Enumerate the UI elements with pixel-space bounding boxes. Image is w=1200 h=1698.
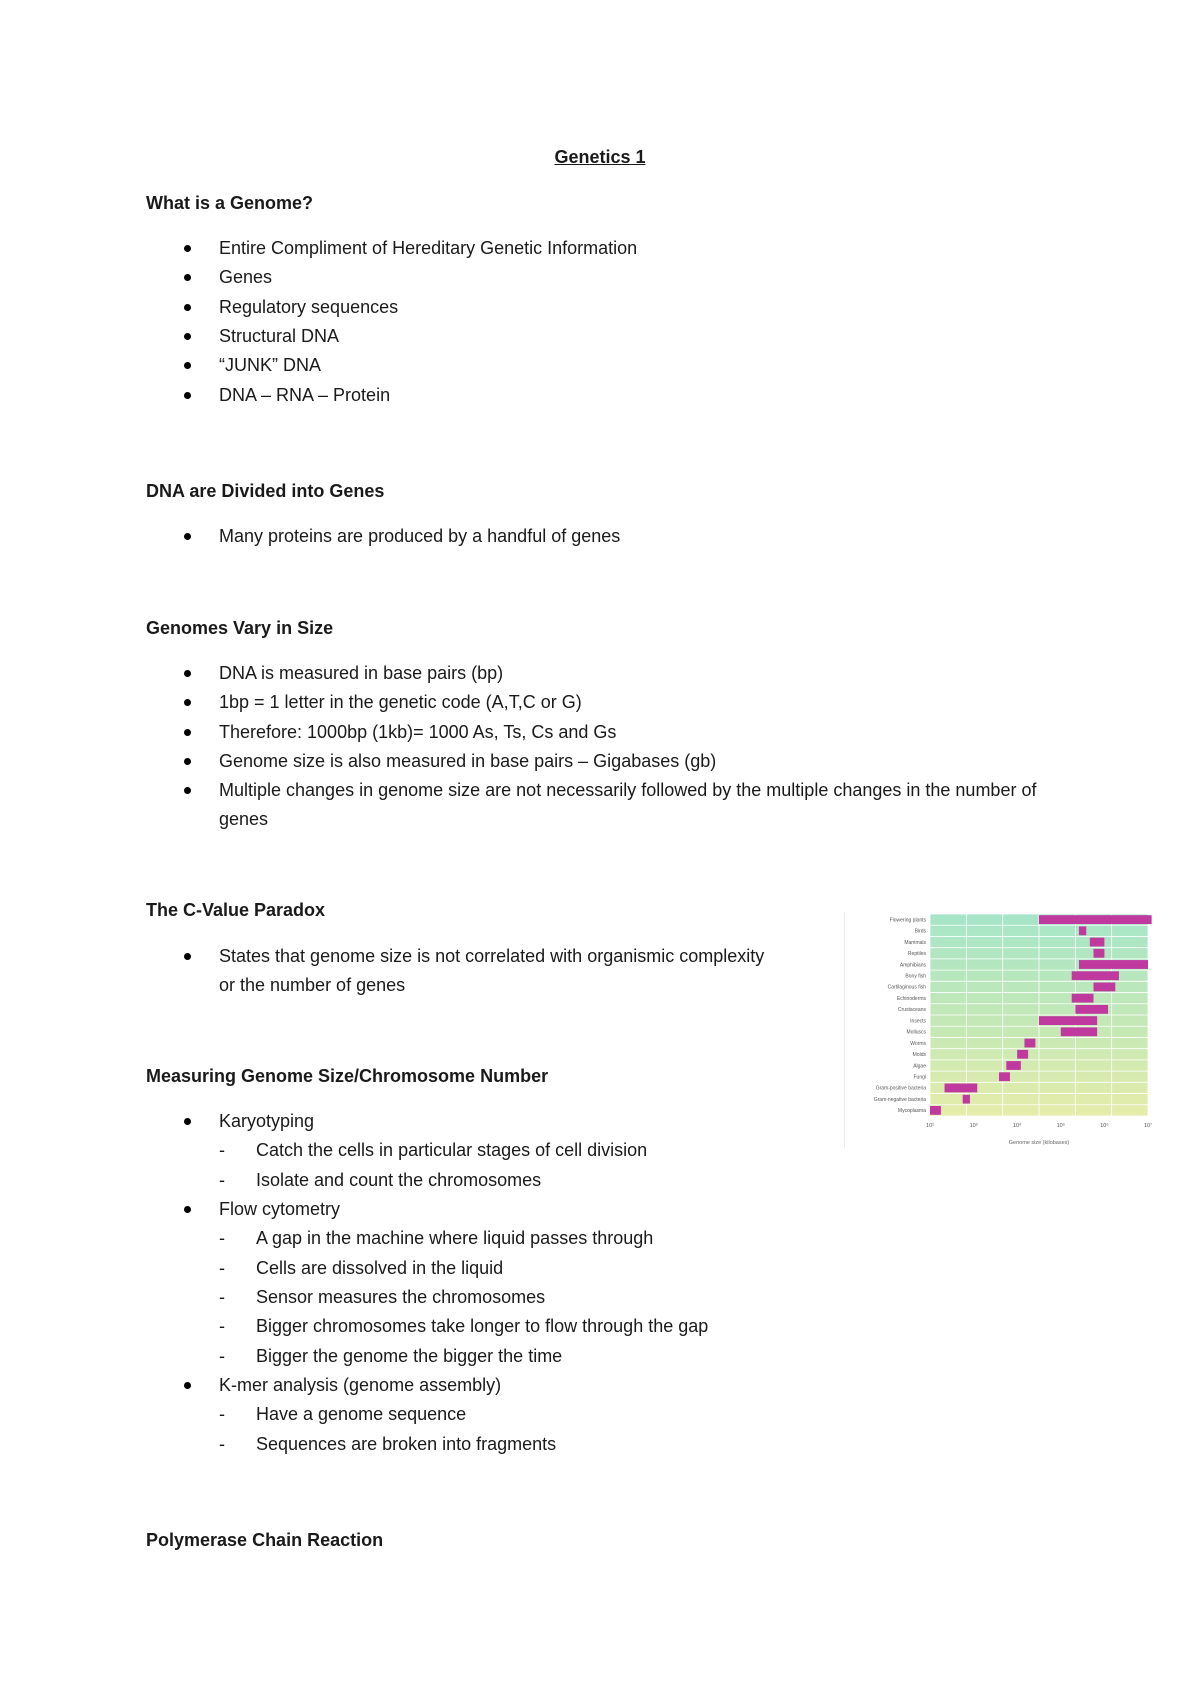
sub-list-item: - Catch the cells in particular stages of cell division (256, 1136, 647, 1165)
sub-list-item: - Have a genome sequence (256, 1400, 466, 1429)
heading-genomes-vary: Genomes Vary in Size (146, 618, 334, 638)
chart-category-label: Gram-negative bacteria (873, 1096, 926, 1103)
list-item: Therefore: 1000bp (1kb)= 1000 As, Ts, Cs and Gs (219, 718, 1059, 747)
chart-category-label: Reptiles (907, 951, 926, 958)
chart-category-label: Mycoplasma (897, 1108, 926, 1115)
chart-category-label: Amphibians (899, 962, 926, 969)
sub-list-item: - Isolate and count the chromosomes (256, 1166, 541, 1195)
list-item: Genome size is also measured in base pairs – Gigabases (gb) (219, 747, 1059, 776)
heading-what-is-genome: What is a Genome? (146, 193, 314, 213)
list-item: Structural DNA (219, 322, 1059, 351)
chart-bar (1094, 949, 1105, 958)
sub-list-item: - Cells are dissolved in the liquid (256, 1254, 503, 1283)
genome-size-chart-svg (844, 912, 1152, 1148)
chart-bar (1094, 983, 1116, 992)
chart-bar (999, 1072, 1010, 1081)
chart-category-label: Mammals (904, 939, 926, 946)
sub-list-item: - Sequences are broken into fragments (256, 1430, 556, 1459)
chart-category-label: Molds (912, 1052, 926, 1059)
list-item: Many proteins are produced by a handful of genes (219, 522, 1059, 551)
sub-list-item: - Sensor measures the chromosomes (256, 1283, 545, 1312)
list-item: 1bp = 1 letter in the genetic code (A,T,C or G) (219, 688, 1059, 717)
chart-bar (1079, 926, 1086, 935)
genome-size-chart (844, 912, 1152, 1148)
heading-measuring-genome-size: Measuring Genome Size/Chromosome Number (146, 1066, 549, 1086)
chart-category-label: Bony fish (905, 973, 926, 980)
list-item-kmer-analysis: K-mer analysis (genome assembly) (219, 1371, 1059, 1400)
list-item: DNA – RNA – Protein (219, 381, 1059, 410)
chart-x-tick-label: 10⁵ (1056, 1123, 1066, 1129)
chart-bar (1017, 1050, 1028, 1059)
list-item: “JUNK” DNA (219, 351, 1059, 380)
chart-category-label: Insects (910, 1018, 926, 1025)
chart-category-label: Fungi (913, 1074, 926, 1081)
list-item: Entire Compliment of Hereditary Genetic Information (219, 234, 1059, 263)
chart-bar (963, 1095, 970, 1104)
chart-category-label: Birds (914, 928, 926, 935)
chart-category-label: Worms (910, 1040, 926, 1047)
list-item-karyotyping: Karyotyping (219, 1107, 1059, 1136)
list-item: Multiple changes in genome size are not necessarily followed by the multiple changes in the number of genes (219, 776, 1059, 834)
chart-bar (1006, 1061, 1021, 1070)
chart-x-tick-label: 10⁴ (1012, 1123, 1022, 1129)
chart-bar (1075, 1005, 1108, 1014)
chart-category-label: Crustaceans (897, 1007, 926, 1014)
chart-x-axis-label: Genome size (kilobases) (1008, 1140, 1070, 1146)
sub-list-item: - Bigger the genome the bigger the time (256, 1342, 562, 1371)
list-item: States that genome size is not correlated with organismic complexity or the number of genes (219, 942, 779, 1000)
heading-c-value-paradox: The C-Value Paradox (146, 900, 326, 920)
chart-x-tick-label: 10³ (969, 1123, 978, 1129)
list-item: DNA is measured in base pairs (bp) (219, 659, 1059, 688)
chart-bar (1039, 1016, 1097, 1025)
chart-bar (1072, 971, 1119, 980)
chart-bar (930, 1106, 941, 1115)
chart-bar (1039, 915, 1152, 924)
chart-bar (1072, 994, 1094, 1003)
chart-x-tick-label: 10⁷ (1143, 1123, 1152, 1129)
chart-x-tick-label: 10⁶ (1100, 1123, 1109, 1129)
chart-category-label: Molluscs (906, 1029, 926, 1036)
chart-category-label: Cartilaginous fish (887, 984, 926, 991)
chart-category-label: Echinoderms (896, 995, 926, 1002)
list-item-flow-cytometry: Flow cytometry (219, 1195, 1059, 1224)
chart-category-label: Algae (913, 1063, 926, 1070)
heading-pcr: Polymerase Chain Reaction (146, 1530, 384, 1550)
chart-bar (1024, 1039, 1035, 1048)
page-title: Genetics 1 (554, 147, 646, 167)
list-item: Regulatory sequences (219, 293, 1059, 322)
sub-list-item: - A gap in the machine where liquid passes through (256, 1224, 653, 1253)
heading-dna-divided: DNA are Divided into Genes (146, 481, 385, 501)
chart-bar (1090, 938, 1105, 947)
chart-category-label: Flowering plants (889, 917, 926, 924)
chart-x-tick-label: 10² (926, 1123, 934, 1129)
chart-bar (945, 1084, 978, 1093)
sub-list-item: - Bigger chromosomes take longer to flow through the gap (256, 1312, 708, 1341)
chart-bar (1079, 960, 1148, 969)
chart-category-label: Gram-positive bacteria (875, 1085, 926, 1092)
chart-bar (1061, 1027, 1097, 1036)
list-item: Genes (219, 263, 1059, 292)
